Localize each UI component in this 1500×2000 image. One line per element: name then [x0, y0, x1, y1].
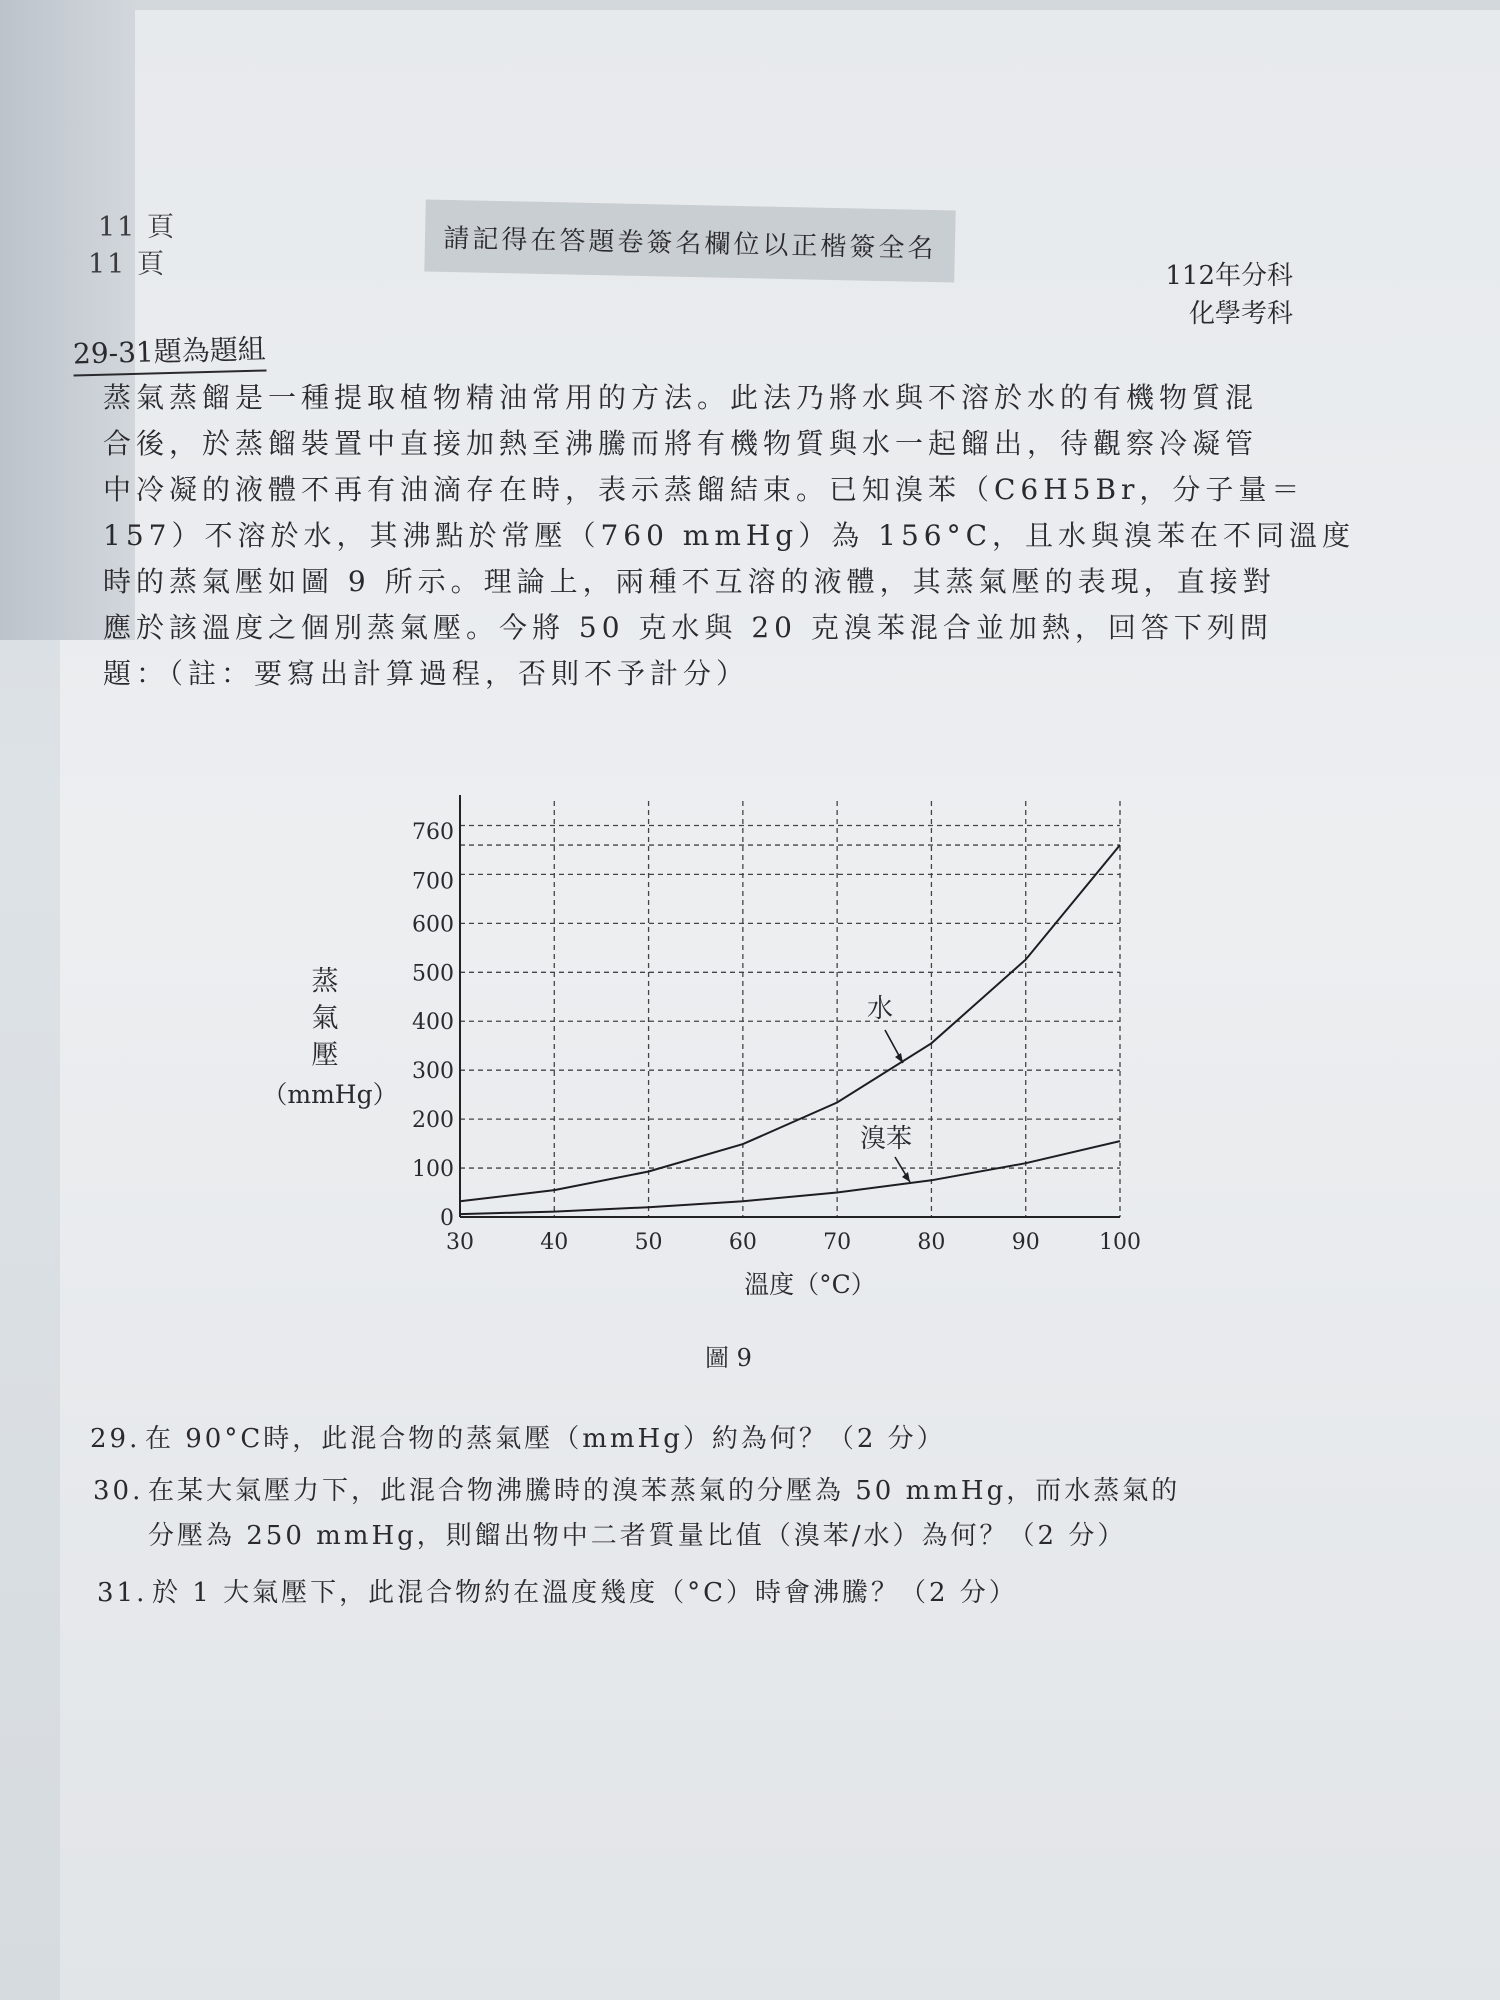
x-tick-label: 60 — [728, 1230, 757, 1255]
vapor-pressure-chart — [250, 785, 1170, 1345]
y-axis-label-char: 壓 — [311, 1040, 339, 1071]
figure-caption: 圖 9 — [705, 1344, 752, 1372]
y-axis-label-char: 氣 — [311, 1003, 339, 1034]
question-number: 29. — [90, 1424, 141, 1454]
question-29 — [90, 1418, 946, 1455]
series-label: 水 — [866, 994, 894, 1024]
x-tick-label: 100 — [1099, 1230, 1141, 1255]
question-text: 在 90°C時，此混合物的蒸氣壓（mmHg）約為何？（2 分） — [145, 1424, 946, 1454]
x-axis-label: 溫度（°C） — [744, 1270, 876, 1299]
question-group-title: 29-31題為題組 — [72, 327, 266, 376]
passage-line: 合後，於蒸餾裝置中直接加熱至沸騰而將有機物質與水一起餾出，待觀察冷凝管 — [103, 427, 1259, 460]
page-number-1: 11 頁 — [98, 212, 176, 243]
question-30 — [93, 1470, 1180, 1507]
series-line-溴苯 — [460, 1141, 1120, 1214]
question-number: 30. — [93, 1476, 144, 1506]
arrow-head — [902, 1172, 910, 1182]
question-30-line2: 分壓為 250 mmHg，則餾出物中二者質量比值（溴苯/水）為何？（2 分） — [148, 1521, 1127, 1551]
x-tick-label: 30 — [446, 1230, 474, 1255]
signature-reminder-banner: 請記得在答題卷簽名欄位以正楷簽全名 — [424, 199, 955, 282]
y-axis-label-char: 蒸 — [311, 966, 339, 997]
x-tick-label: 50 — [634, 1230, 663, 1255]
y-tick-label: 500 — [412, 961, 454, 987]
y-tick-label: 0 — [440, 1206, 454, 1231]
exam-subject: 化學考科 — [1188, 299, 1293, 329]
passage-line: 時的蒸氣壓如圖 9 所示。理論上，兩種不互溶的液體，其蒸氣壓的表現，直接對 — [103, 565, 1276, 598]
passage-line: 157）不溶於水，其沸點於常壓（760 mmHg）為 156°C，且水與溴苯在不同溫度 — [103, 519, 1356, 552]
y-tick-label: 200 — [412, 1108, 454, 1134]
y-tick-label: 300 — [412, 1059, 454, 1085]
question-31 — [97, 1572, 1018, 1609]
series-label: 溴苯 — [859, 1124, 913, 1154]
y-axis-label-unit: （mmHg） — [262, 1080, 398, 1109]
exam-year: 112年分科 — [1165, 261, 1293, 291]
page-number-2: 11 頁 — [88, 249, 166, 280]
passage — [103, 375, 1356, 697]
x-tick-label: 90 — [1011, 1230, 1040, 1255]
x-tick-label: 40 — [540, 1230, 569, 1255]
passage-line: 題：（註：要寫出計算過程，否則不予計分） — [103, 657, 750, 690]
passage-line: 中冷凝的液體不再有油滴存在時，表示蒸餾結束。已知溴苯（C6H5Br，分子量＝ — [103, 473, 1305, 506]
passage-line: 應於該溫度之個別蒸氣壓。今將 50 克水與 20 克溴苯混合並加熱，回答下列問 — [103, 611, 1273, 644]
y-tick-label: 760 — [412, 820, 454, 846]
x-tick-label: 80 — [917, 1230, 946, 1255]
arrow-head — [895, 1053, 903, 1063]
passage-line: 蒸氣蒸餾是一種提取植物精油常用的方法。此法乃將水與不溶於水的有機物質混 — [103, 381, 1259, 414]
y-tick-label: 400 — [412, 1010, 454, 1036]
y-tick-label: 700 — [412, 869, 454, 895]
y-tick-label: 100 — [412, 1157, 454, 1183]
question-number: 31. — [97, 1578, 148, 1608]
question-text: 在某大氣壓力下，此混合物沸騰時的溴苯蒸氣的分壓為 50 mmHg，而水蒸氣的 — [148, 1476, 1181, 1506]
y-tick-label: 600 — [412, 912, 454, 938]
x-tick-label: 70 — [823, 1230, 852, 1255]
series-line-水 — [460, 845, 1120, 1201]
question-text: 於 1 大氣壓下，此混合物約在溫度幾度（°C）時會沸騰？（2 分） — [152, 1578, 1018, 1608]
